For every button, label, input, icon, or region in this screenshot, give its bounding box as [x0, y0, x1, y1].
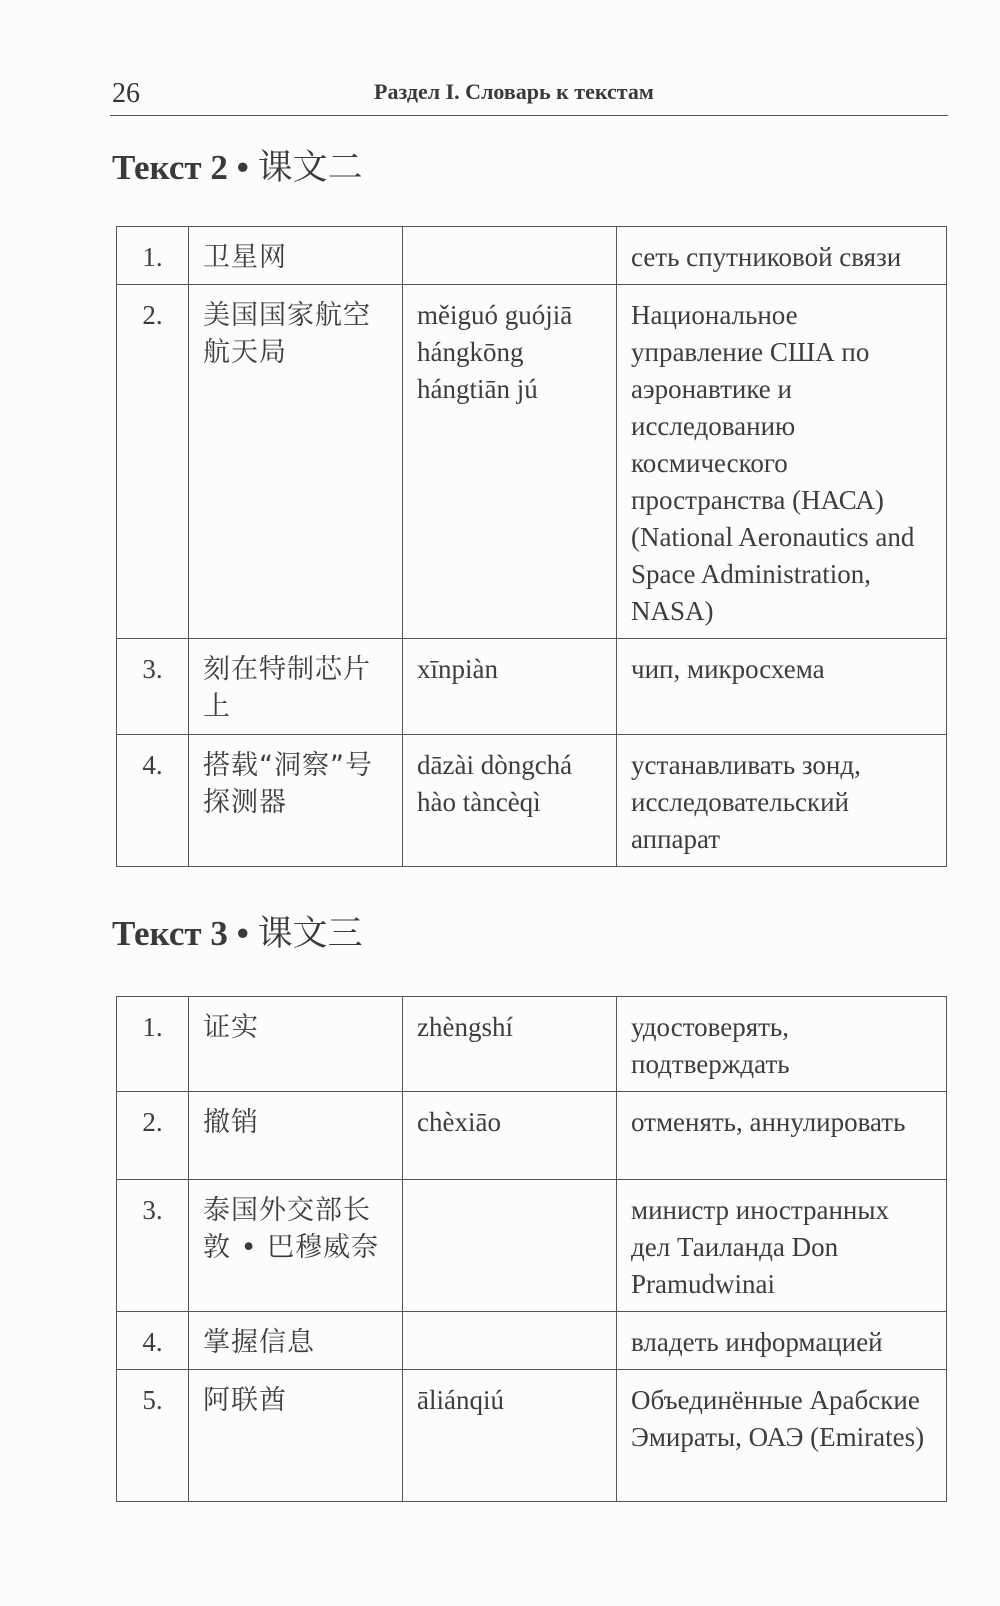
row-number: 1. — [117, 997, 189, 1092]
row-number: 3. — [117, 1180, 189, 1312]
russian-translation: удостоверять, подтверждать — [617, 997, 947, 1092]
russian-translation: устанавливать зонд, исследовательский аппарат — [617, 735, 947, 867]
chinese-term: 掌握信息 — [189, 1312, 403, 1370]
chinese-term: 阿联酋 — [189, 1370, 403, 1502]
table-row — [117, 997, 947, 1092]
row-number: 2. — [117, 1092, 189, 1180]
russian-translation: владеть информацией — [617, 1312, 947, 1370]
table-row — [117, 1092, 947, 1180]
pinyin: dāzài dòngchá hào tàncèqì — [403, 735, 617, 867]
pinyin: xīnpiàn — [403, 639, 617, 735]
russian-translation: Национальное управление США по аэронавтике и исследованию космического пространства (НАСА) (National Aeronautics and Space Administration, NASA) — [617, 285, 947, 639]
section-2-title — [112, 140, 363, 190]
pinyin: zhèngshí — [403, 997, 617, 1092]
russian-translation: сеть спутниковой связи — [617, 227, 947, 285]
row-number: 4. — [117, 735, 189, 867]
russian-translation: Объединённые Арабские Эмираты, ОАЭ (Emirates) — [617, 1370, 947, 1502]
row-number: 2. — [117, 285, 189, 639]
header-rule — [110, 115, 948, 116]
row-number: 5. — [117, 1370, 189, 1502]
table-row — [117, 735, 947, 867]
section-2-title-ru: Текст 2 • — [112, 148, 249, 187]
row-number: 1. — [117, 227, 189, 285]
pinyin — [403, 1312, 617, 1370]
row-number: 4. — [117, 1312, 189, 1370]
pinyin — [403, 1180, 617, 1312]
pinyin: chèxiāo — [403, 1092, 617, 1180]
chinese-term: 撤销 — [189, 1092, 403, 1180]
chinese-term: 搭载“洞察”号探测器 — [189, 735, 403, 867]
table-row — [117, 1370, 947, 1502]
chinese-term: 泰国外交部长敦 • 巴穆威奈 — [189, 1180, 403, 1312]
row-number: 3. — [117, 639, 189, 735]
section-3-title — [112, 906, 363, 956]
chinese-term: 美国国家航空航天局 — [189, 285, 403, 639]
pinyin: āliánqiú — [403, 1370, 617, 1502]
table-row — [117, 639, 947, 735]
russian-translation: чип, микросхема — [617, 639, 947, 735]
table-row — [117, 227, 947, 285]
pinyin: měiguó guójiā hángkōng hángtiān jú — [403, 285, 617, 639]
pinyin — [403, 227, 617, 285]
section-3-title-ru: Текст 3 • — [112, 914, 249, 953]
russian-translation: отменять, аннулировать — [617, 1092, 947, 1180]
chinese-term: 证实 — [189, 997, 403, 1092]
vocab-table-text-2 — [116, 226, 947, 867]
chinese-term: 刻在特制芯片上 — [189, 639, 403, 735]
table-row — [117, 1180, 947, 1312]
section-3-title-zh: 课文三 — [257, 914, 363, 953]
page-number: 26 — [112, 78, 140, 109]
running-title: Раздел I. Словарь к текстам — [374, 79, 654, 104]
chinese-term: 卫星网 — [189, 227, 403, 285]
vocab-table-text-3 — [116, 996, 947, 1502]
table-row — [117, 285, 947, 639]
section-2-title-zh: 课文二 — [257, 148, 363, 187]
russian-translation: министр иностранных дел Таиланда Don Pramudwinai — [617, 1180, 947, 1312]
table-row — [117, 1312, 947, 1370]
